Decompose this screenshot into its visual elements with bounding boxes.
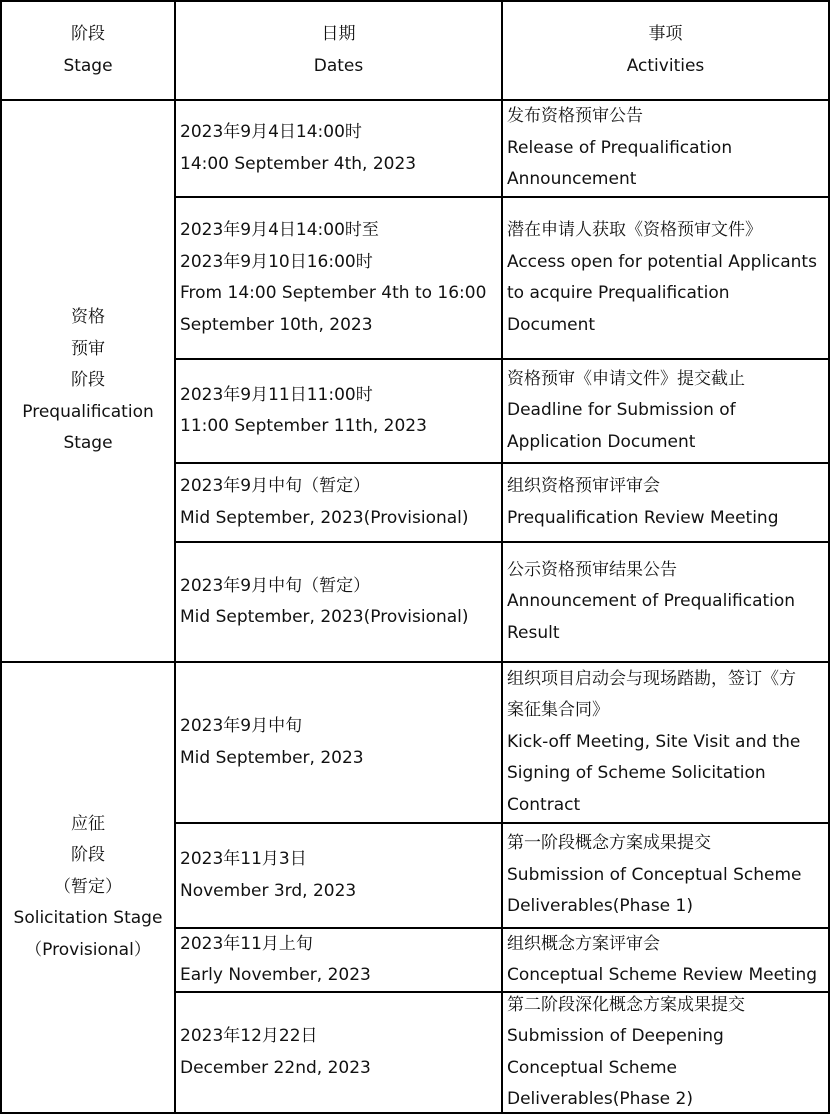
activity-line: Document bbox=[507, 314, 596, 335]
activity-line: 公示资格预审结果公告 bbox=[507, 559, 677, 580]
date-cn: 2023年9月中旬 bbox=[180, 716, 303, 736]
date-en: Mid September, 2023(Provisional) bbox=[180, 507, 469, 528]
activity-line: Prequalification Review Meeting bbox=[507, 507, 779, 528]
date-cn: 2023年9月中旬（暂定） bbox=[180, 575, 371, 596]
activity-cell bbox=[503, 929, 828, 991]
activity-cell bbox=[503, 464, 828, 541]
date-cell bbox=[176, 929, 501, 991]
activity-line: Announcement of Prequalification bbox=[507, 591, 796, 612]
activity-line: Conceptual Scheme bbox=[507, 1057, 678, 1078]
date-cell bbox=[176, 543, 501, 661]
header-stage-cn: 阶段 bbox=[71, 24, 105, 44]
activity-line: Signing of Scheme Solicitation bbox=[507, 763, 766, 784]
date-en: November 3rd, 2023 bbox=[180, 880, 357, 901]
header-dates-cn: 日期 bbox=[321, 24, 356, 44]
activity-line: 资格预审《申请文件》提交截止 bbox=[507, 368, 745, 389]
activity-line: Kick-off Meeting, Site Visit and the bbox=[507, 731, 801, 752]
date-cn: 2023年12月22日 bbox=[180, 1026, 318, 1046]
date-en: 14:00 September 4th, 2023 bbox=[180, 153, 417, 174]
activity-cell bbox=[503, 543, 828, 661]
stage-solicitation bbox=[2, 663, 174, 1112]
stage-line: （Provisional） bbox=[25, 939, 151, 960]
date-cn: 2023年11月上旬 bbox=[180, 933, 313, 954]
divider-row bbox=[174, 927, 830, 929]
date-cn: 2023年9月4日14:00时 bbox=[180, 122, 362, 142]
divider-row bbox=[174, 822, 830, 824]
activity-line: Deliverables(Phase 2) bbox=[507, 1089, 693, 1109]
activity-line: Submission of Deepening bbox=[507, 1026, 724, 1046]
header-dates bbox=[176, 2, 501, 99]
activity-line: Deliverables(Phase 1) bbox=[507, 896, 693, 917]
divider-row bbox=[174, 358, 830, 360]
activity-line: 潜在申请人获取《资格预审文件》 bbox=[507, 220, 762, 240]
stage-line: Solicitation Stage bbox=[13, 908, 163, 929]
activity-line: Conceptual Scheme Review Meeting bbox=[507, 965, 818, 985]
stage-line: （暂定） bbox=[54, 876, 122, 897]
header-stage bbox=[2, 2, 174, 99]
date-cn: 2023年9月4日14:00时至 bbox=[180, 220, 379, 240]
divider-stage bbox=[0, 661, 830, 663]
activity-line: Submission of Conceptual Scheme bbox=[507, 864, 802, 885]
stage-prequalification bbox=[2, 101, 174, 661]
date-cn: 2023年9月11日11:00时 bbox=[180, 384, 373, 405]
date-cell bbox=[176, 360, 501, 462]
activity-line: Application Document bbox=[507, 431, 696, 452]
date-en: Mid September, 2023 bbox=[180, 747, 364, 768]
header-stage-en: Stage bbox=[63, 55, 113, 76]
divider-row bbox=[174, 541, 830, 543]
stage-line: 阶段 bbox=[71, 370, 105, 391]
divider-header bbox=[0, 99, 830, 101]
date-cell bbox=[176, 663, 501, 822]
header-activities-cn: 事项 bbox=[648, 24, 683, 44]
stage-line: Stage bbox=[63, 433, 113, 454]
activity-line: Contract bbox=[507, 794, 581, 815]
activity-cell bbox=[503, 360, 828, 462]
activity-line: Result bbox=[507, 622, 560, 643]
date-cn: 2023年9月10日16:00时 bbox=[180, 251, 373, 272]
date-en: Early November, 2023 bbox=[180, 965, 371, 985]
activity-line: 发布资格预审公告 bbox=[507, 106, 643, 127]
activity-line: 组织资格预审评审会 bbox=[507, 476, 660, 496]
divider-row bbox=[174, 462, 830, 464]
date-cell bbox=[176, 101, 501, 196]
activity-line: Deadline for Submission of bbox=[507, 400, 736, 421]
stage-line: 阶段 bbox=[71, 845, 105, 866]
activity-line: 组织概念方案评审会 bbox=[507, 933, 660, 954]
divider-row bbox=[174, 991, 830, 993]
date-en: Mid September, 2023(Provisional) bbox=[180, 607, 469, 627]
activity-line: 第一阶段概念方案成果提交 bbox=[507, 833, 711, 854]
stage-line: 应征 bbox=[71, 813, 105, 834]
divider-col-2 bbox=[501, 0, 503, 1114]
date-cn: 2023年9月中旬（暂定） bbox=[180, 476, 371, 496]
border-top bbox=[0, 0, 830, 2]
stage-line: 资格 bbox=[71, 307, 105, 328]
activity-line: Access open for potential Applicants bbox=[507, 251, 817, 272]
activity-cell bbox=[503, 824, 828, 927]
activity-line: Release of Prequalification bbox=[507, 137, 733, 158]
activity-cell bbox=[503, 993, 828, 1112]
date-cell bbox=[176, 824, 501, 927]
date-en: 11:00 September 11th, 2023 bbox=[180, 416, 427, 436]
activity-cell bbox=[503, 198, 828, 358]
activity-line: Announcement bbox=[507, 169, 637, 190]
date-cell bbox=[176, 464, 501, 541]
date-en: September 10th, 2023 bbox=[180, 314, 373, 335]
border-left bbox=[0, 0, 2, 1114]
date-cn: 2023年11月3日 bbox=[180, 849, 307, 869]
divider-col-1 bbox=[174, 0, 176, 1114]
activity-line: 案征集合同》 bbox=[507, 700, 609, 721]
activity-line: to acquire Prequalification bbox=[507, 283, 730, 303]
stage-line: Prequalification bbox=[22, 401, 154, 422]
activity-line: 第二阶段深化概念方案成果提交 bbox=[507, 994, 745, 1015]
stage-line: 预审 bbox=[71, 338, 105, 359]
header-dates-en: Dates bbox=[313, 55, 364, 76]
date-cell bbox=[176, 993, 501, 1112]
header-activities-en: Activities bbox=[626, 55, 705, 76]
activity-line: 组织项目启动会与现场踏勘，签订《方 bbox=[507, 668, 796, 689]
date-cell bbox=[176, 198, 501, 358]
header-activities bbox=[503, 2, 828, 99]
date-en: From 14:00 September 4th to 16:00 bbox=[180, 283, 487, 303]
divider-row bbox=[174, 196, 830, 198]
activity-cell bbox=[503, 663, 828, 822]
date-en: December 22nd, 2023 bbox=[180, 1057, 371, 1078]
activity-cell bbox=[503, 101, 828, 196]
